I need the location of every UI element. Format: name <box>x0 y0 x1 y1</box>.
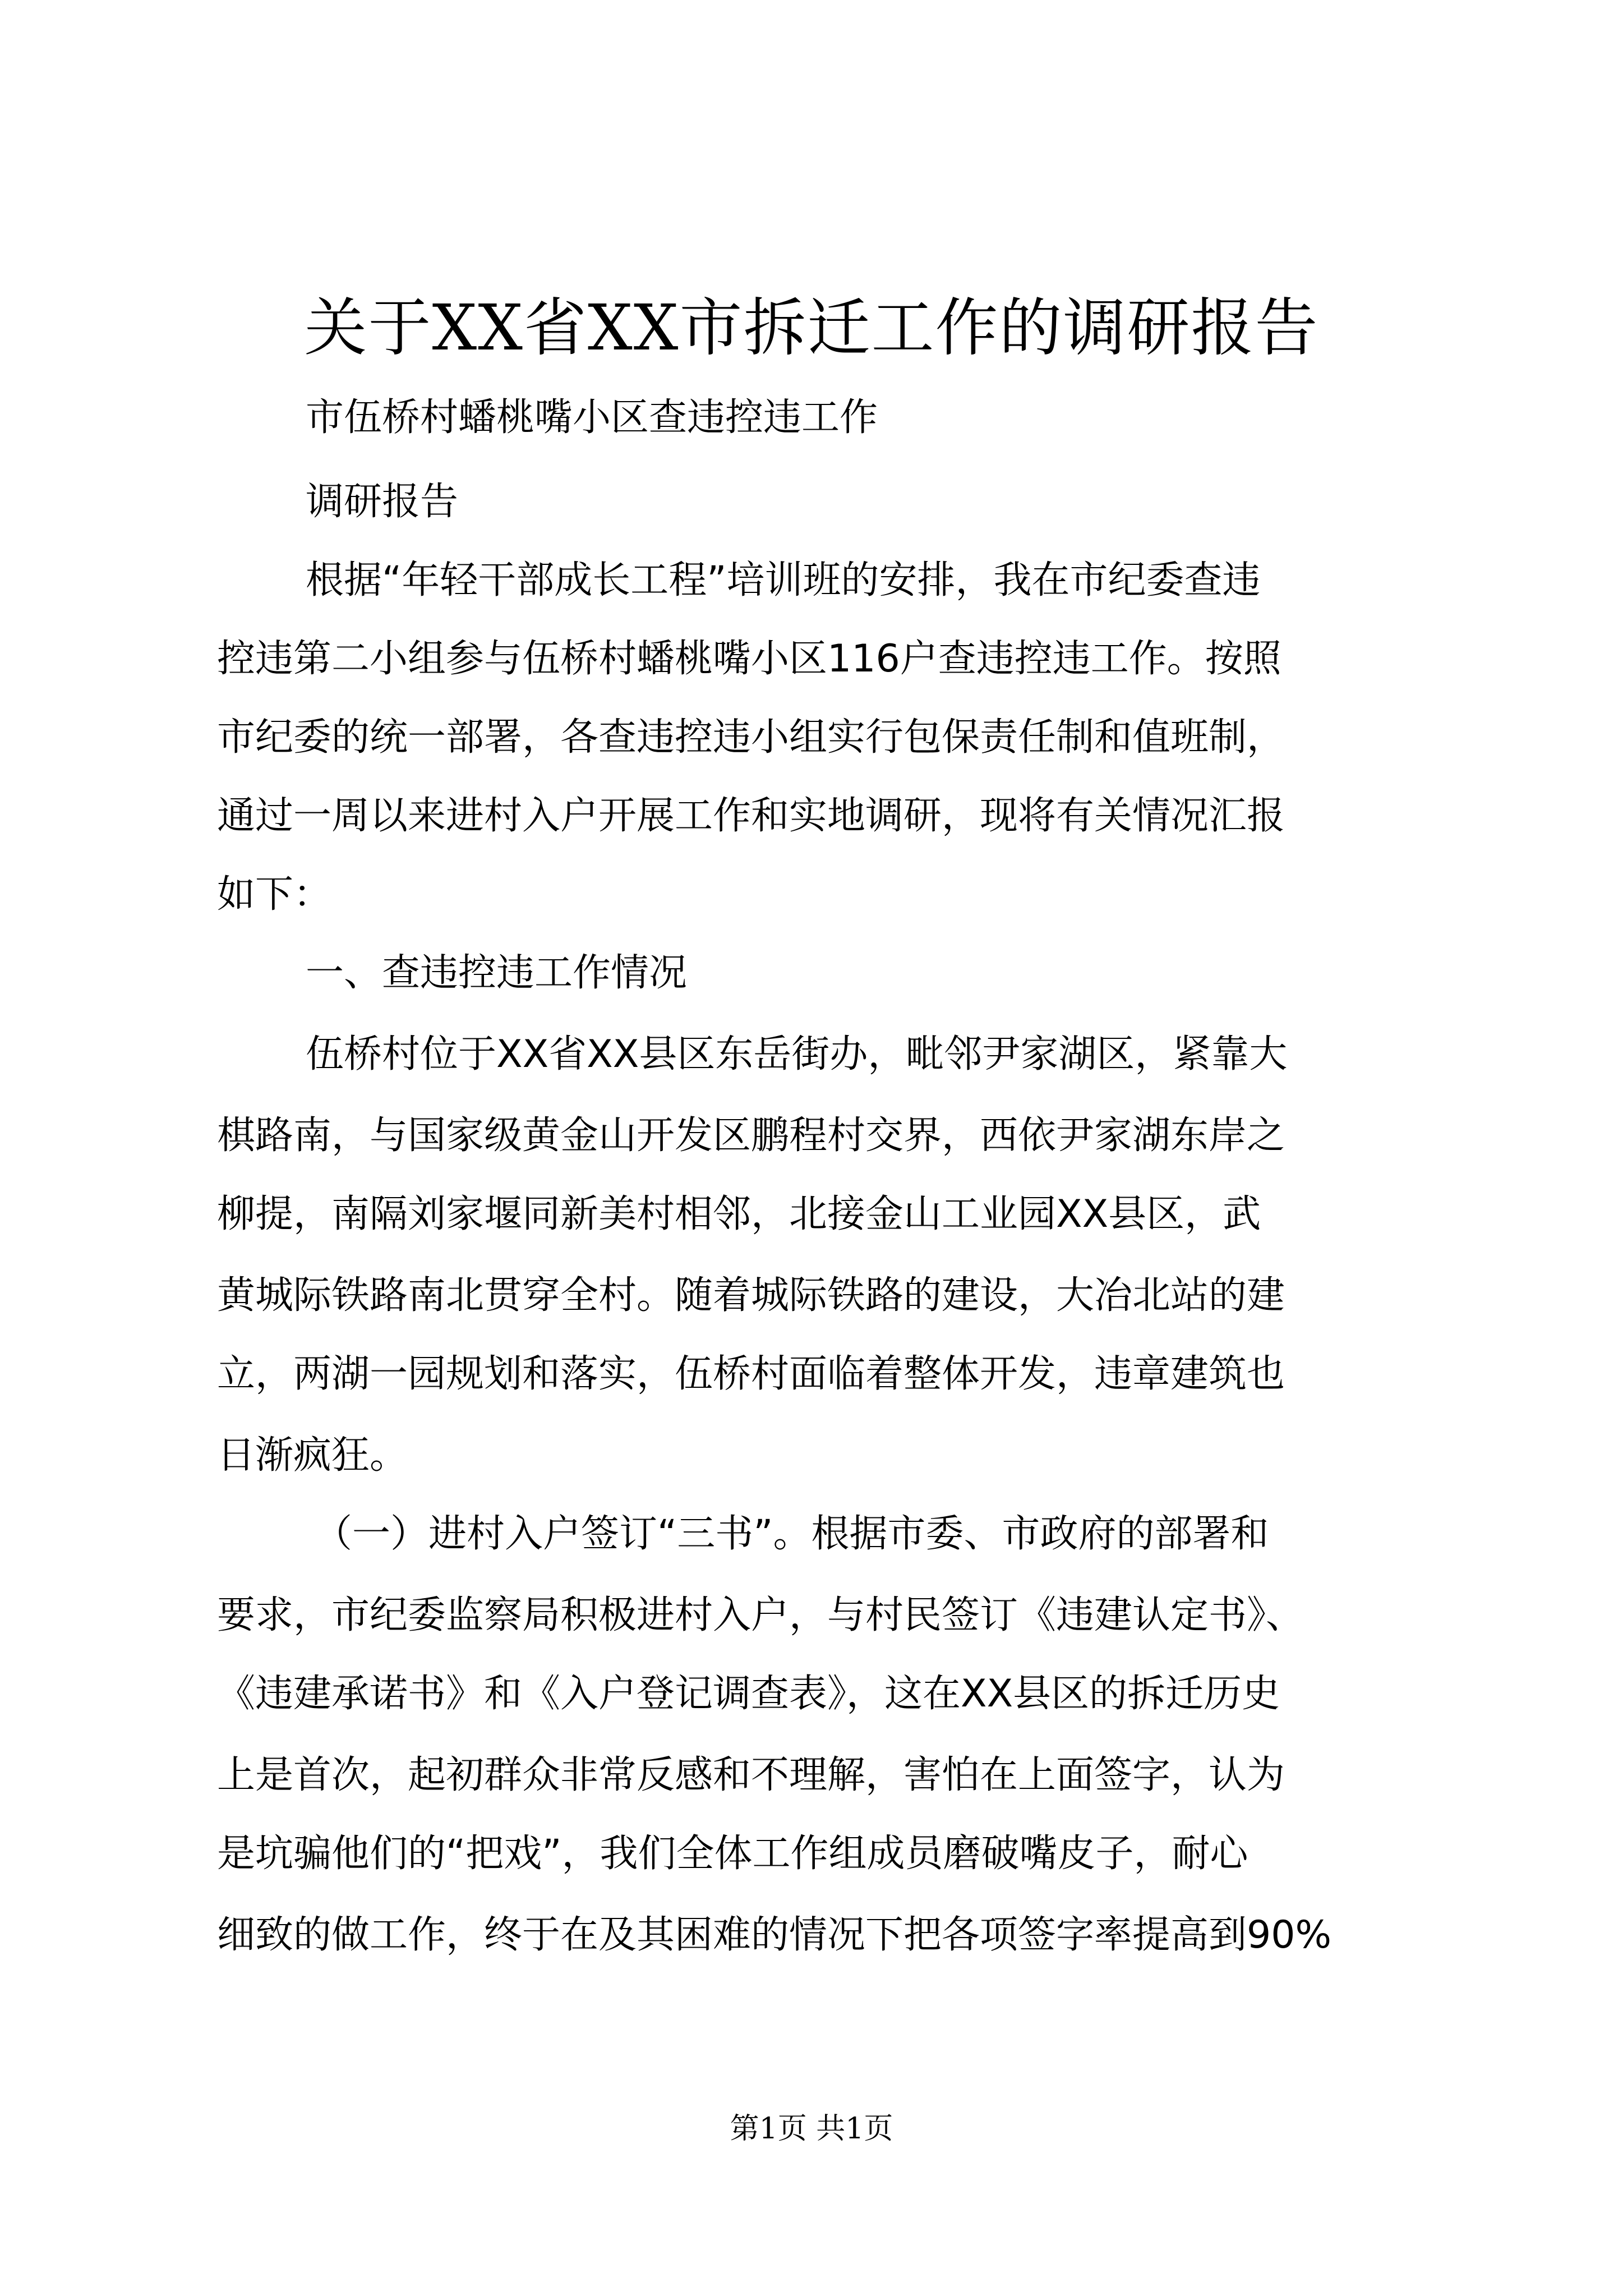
paragraph-line: 棋路南，与国家级黄金山开发区鹏程村交界，西依尹家湖东岸之 <box>217 1114 1285 1158</box>
paragraph-line: 立，两湖一园规划和落实，伍桥村面临着整体开发，违章建筑也 <box>217 1352 1285 1396</box>
paragraph-line: （一）进村入户签订“三书”。根据市委、市政府的部署和 <box>314 1512 1269 1556</box>
paragraph-line: 如下： <box>217 872 332 917</box>
paragraph-line: 柳提，南隔刘家堰同新美村相邻，北接金山工业园XX县区，武 <box>217 1192 1261 1236</box>
paragraph-line: 市纪委的统一部署，各查违控违小组实行包保责任制和值班制， <box>217 715 1285 760</box>
paragraph-line: 控违第二小组参与伍桥村蟠桃嘴小区116户查违控违工作。按照 <box>217 637 1281 681</box>
paragraph-line: 日渐疯狂。 <box>217 1433 408 1478</box>
paragraph-line: 要求，市纪委监察局积极进村入户，与村民签订《违建认定书》、 <box>217 1593 1304 1637</box>
paragraph-line: 黄城际铁路南北贯穿全村。随着城际铁路的建设，大冶北站的建 <box>217 1273 1285 1318</box>
paragraph-line: 通过一周以来进村入户开展工作和实地调研，现将有关情况汇报 <box>217 794 1285 838</box>
paragraph-line: 是坑骗他们的“把戏”，我们全体工作组成员磨破嘴皮子，耐心 <box>217 1832 1248 1876</box>
paragraph-line: 伍桥村位于XX省XX县区东岳街办，毗邻尹家湖区，紧靠大 <box>306 1032 1288 1076</box>
section-heading: 一、查违控违工作情况 <box>306 951 688 995</box>
paragraph-line: 上是首次，起初群众非常反感和不理解，害怕在上面签字，认为 <box>217 1753 1285 1797</box>
page-number-footer: 第1页 共1页 <box>730 2112 893 2146</box>
subtitle-line-2: 调研报告 <box>306 480 459 524</box>
document-title: 关于XX省XX市拆迁工作的调研报告 <box>304 292 1319 365</box>
paragraph-line: 根据“年轻干部成长工程”培训班的安排，我在市纪委查违 <box>306 558 1261 602</box>
paragraph-line: 《违建承诺书》和《入户登记调查表》，这在XX县区的拆迁历史 <box>217 1672 1280 1716</box>
paragraph-line: 细致的做工作，终于在及其困难的情况下把各项签字率提高到90% <box>217 1913 1332 1957</box>
subtitle-line-1: 市伍桥村蟠桃嘴小区查违控违工作 <box>306 395 878 440</box>
